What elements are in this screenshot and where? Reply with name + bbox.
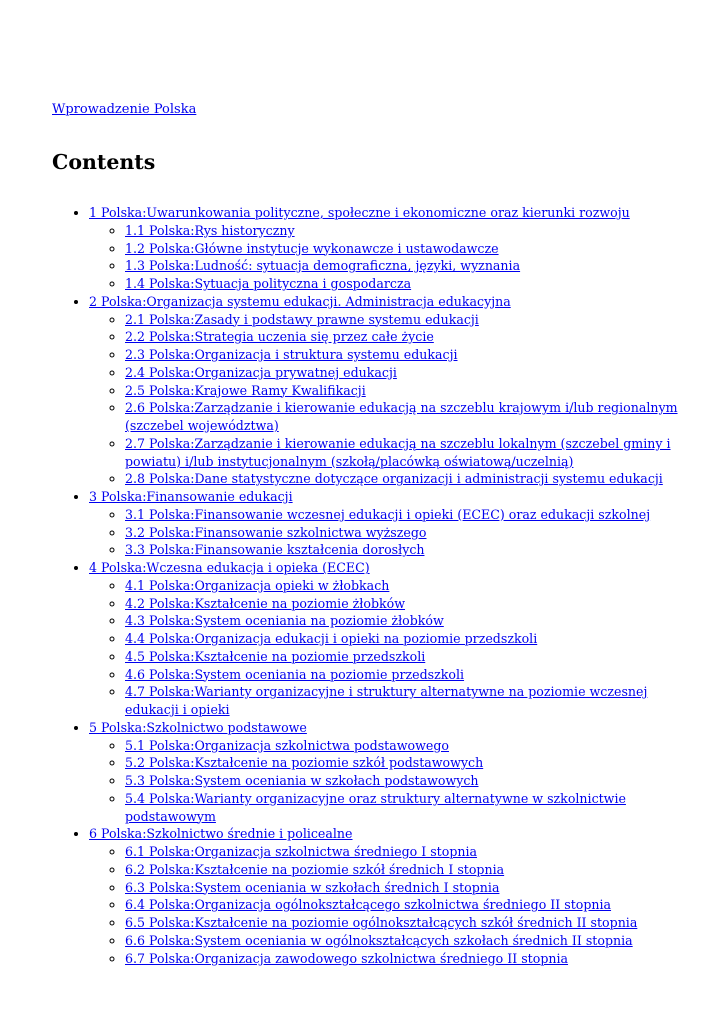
toc-subsection-link[interactable]: 6.1 Polska:Organizacja szkolnictwa średniego I stopnia bbox=[125, 844, 478, 859]
toc-subsection-link[interactable]: 6.6 Polska:System oceniania w ogólnokształcących szkołach średnich II stopnia bbox=[125, 932, 633, 948]
toc-subsection-link[interactable]: 5.1 Polska:Organizacja szkolnictwa podstawowego bbox=[125, 737, 449, 753]
toc-subsection-list bbox=[89, 222, 692, 293]
toc-subsection bbox=[125, 364, 692, 382]
toc-subsection bbox=[125, 612, 692, 630]
toc-subsection-link[interactable]: 4.1 Polska:Organizacja opieki w żłobkach bbox=[125, 577, 390, 593]
toc-subsection-link[interactable]: 2.8 Polska:Dane statystyczne dotyczące organizacji i administracji systemu edukacji bbox=[125, 471, 663, 487]
toc-subsection bbox=[125, 240, 692, 258]
toc-subsection-link[interactable]: 4.6 Polska:System oceniania na poziomie przedszkoli bbox=[125, 666, 465, 682]
toc-subsection-link[interactable]: 4.2 Polska:Kształcenie na poziomie żłobków bbox=[125, 595, 406, 611]
toc-subsection-link[interactable]: 4.4 Polska:Organizacja edukacji i opieki na poziomie przedszkoli bbox=[125, 631, 538, 646]
table-of-contents bbox=[52, 204, 692, 967]
toc-section bbox=[89, 293, 692, 488]
toc-subsection-link[interactable]: 1.4 Polska:Sytuacja polityczna i gospodarcza bbox=[125, 276, 412, 291]
toc-section-link[interactable]: 3 Polska:Finansowanie edukacji bbox=[89, 489, 293, 504]
toc-section bbox=[89, 204, 692, 293]
toc-subsection bbox=[125, 222, 692, 240]
toc-subsection-link[interactable]: 5.2 Polska:Kształcenie na poziomie szkół podstawowych bbox=[125, 755, 484, 771]
toc-section bbox=[89, 559, 692, 719]
toc-subsection-link[interactable]: 6.3 Polska:System oceniania w szkołach średnich I stopnia bbox=[125, 879, 500, 895]
toc-subsection bbox=[125, 896, 692, 914]
toc-section bbox=[89, 719, 692, 826]
toc-subsection bbox=[125, 790, 692, 826]
toc-subsection bbox=[125, 577, 692, 595]
toc-subsection-link[interactable]: 6.2 Polska:Kształcenie na poziomie szkół średnich I stopnia bbox=[125, 861, 505, 877]
toc-subsection-link[interactable]: 4.5 Polska:Kształcenie na poziomie przedszkoli bbox=[125, 648, 426, 664]
toc-subsection bbox=[125, 754, 692, 772]
toc-section-link[interactable]: 2 Polska:Organizacja systemu edukacji. Administracja edukacyjna bbox=[89, 293, 511, 309]
toc-subsection bbox=[125, 311, 692, 329]
toc-subsection bbox=[125, 950, 692, 968]
toc-subsection bbox=[125, 506, 692, 524]
toc-subsection bbox=[125, 630, 692, 648]
toc-subsection bbox=[125, 737, 692, 755]
toc-subsection-link[interactable]: 2.3 Polska:Organizacja i struktura systemu edukacji bbox=[125, 347, 458, 362]
toc-subsection-link[interactable]: 2.5 Polska:Krajowe Ramy Kwalifikacji bbox=[125, 382, 366, 398]
toc-subsection-link[interactable]: 6.4 Polska:Organizacja ogólnokształcącego szkolnictwa średniego II stopnia bbox=[125, 897, 612, 913]
toc-subsection bbox=[125, 470, 692, 488]
toc-subsection-link[interactable]: 3.3 Polska:Finansowanie kształcenia dorosłych bbox=[125, 542, 425, 558]
toc-subsection-link[interactable]: 2.4 Polska:Organizacja prywatnej edukacji bbox=[125, 364, 397, 380]
toc-subsection bbox=[125, 257, 692, 275]
toc-subsection-link[interactable]: 2.6 Polska:Zarządzanie i kierowanie edukacją na szczeblu krajowym i/lub regionalnym (szczebel województwa) bbox=[125, 400, 678, 433]
toc-subsection-link[interactable]: 2.2 Polska:Strategia uczenia się przez całe życie bbox=[125, 329, 434, 345]
toc-subsection bbox=[125, 932, 692, 950]
toc-subsection bbox=[125, 541, 692, 559]
toc-subsection-link[interactable]: 2.7 Polska:Zarządzanie i kierowanie edukacją na szczeblu lokalnym (szczebel gminy i powiatu) i/lub instytucjonalnym (szkołą/placówką oświatową/uczelnią) bbox=[125, 435, 671, 469]
toc-subsection-link[interactable]: 4.7 Polska:Warianty organizacyjne i struktury alternatywne na poziomie wczesnej edukacji i opieki bbox=[125, 684, 648, 717]
toc-subsection-link[interactable]: 1.2 Polska:Główne instytucje wykonawcze i ustawodawcze bbox=[125, 240, 499, 256]
toc-subsection bbox=[125, 435, 692, 471]
toc-subsection-list bbox=[89, 577, 692, 719]
toc-subsection-list bbox=[89, 506, 692, 559]
toc-section-link[interactable]: 4 Polska:Wczesna edukacja i opieka (ECEC) bbox=[89, 560, 370, 575]
contents-heading: Contents bbox=[52, 150, 156, 174]
toc-subsection bbox=[125, 275, 692, 293]
toc-section bbox=[89, 488, 692, 559]
toc-subsection-link[interactable]: 1.1 Polska:Rys historyczny bbox=[125, 222, 295, 238]
toc-section-link[interactable]: 5 Polska:Szkolnictwo podstawowe bbox=[89, 719, 307, 735]
toc-subsection-link[interactable]: 3.2 Polska:Finansowanie szkolnictwa wyższego bbox=[125, 524, 427, 540]
toc-subsection-link[interactable]: 6.7 Polska:Organizacja zawodowego szkolnictwa średniego II stopnia bbox=[125, 950, 569, 966]
toc-subsection bbox=[125, 914, 692, 932]
toc-subsection bbox=[125, 382, 692, 400]
toc-section bbox=[89, 825, 692, 967]
toc-subsection bbox=[125, 772, 692, 790]
toc-subsection bbox=[125, 666, 692, 684]
toc-subsection-link[interactable]: 5.3 Polska:System oceniania w szkołach podstawowych bbox=[125, 773, 479, 788]
toc-section-link[interactable]: 6 Polska:Szkolnictwo średnie i policealne bbox=[89, 826, 353, 842]
toc-subsection bbox=[125, 683, 692, 719]
toc-subsection-link[interactable]: 2.1 Polska:Zasady i podstawy prawne systemu edukacji bbox=[125, 311, 479, 327]
toc-subsection bbox=[125, 346, 692, 364]
intro-link[interactable]: Wprowadzenie Polska bbox=[52, 102, 197, 117]
toc-subsection-list bbox=[89, 311, 692, 489]
toc-subsection bbox=[125, 843, 692, 861]
toc-subsection bbox=[125, 524, 692, 542]
toc-subsection bbox=[125, 648, 692, 666]
toc-subsection bbox=[125, 879, 692, 897]
toc-section-link[interactable]: 1 Polska:Uwarunkowania polityczne, społeczne i ekonomiczne oraz kierunki rozwoju bbox=[89, 205, 630, 220]
toc-subsection-link[interactable]: 1.3 Polska:Ludność: sytuacja demograficzna, języki, wyznania bbox=[125, 258, 521, 274]
toc-subsection-link[interactable]: 5.4 Polska:Warianty organizacyjne oraz struktury alternatywne w szkolnictwie podstawowym bbox=[125, 790, 626, 824]
toc-subsection-link[interactable]: 6.5 Polska:Kształcenie na poziomie ogólnokształcących szkół średnich II stopnia bbox=[125, 915, 638, 930]
toc-subsection-link[interactable]: 3.1 Polska:Finansowanie wczesnej edukacji i opieki (ECEC) oraz edukacji szkolnej bbox=[125, 506, 651, 522]
toc-subsection bbox=[125, 328, 692, 346]
toc-subsection-link[interactable]: 4.3 Polska:System oceniania na poziomie żłobków bbox=[125, 613, 444, 629]
toc-subsection-list bbox=[89, 843, 692, 967]
toc-subsection bbox=[125, 399, 692, 435]
toc-subsection bbox=[125, 861, 692, 879]
toc-subsection-list bbox=[89, 737, 692, 826]
toc-subsection bbox=[125, 595, 692, 613]
